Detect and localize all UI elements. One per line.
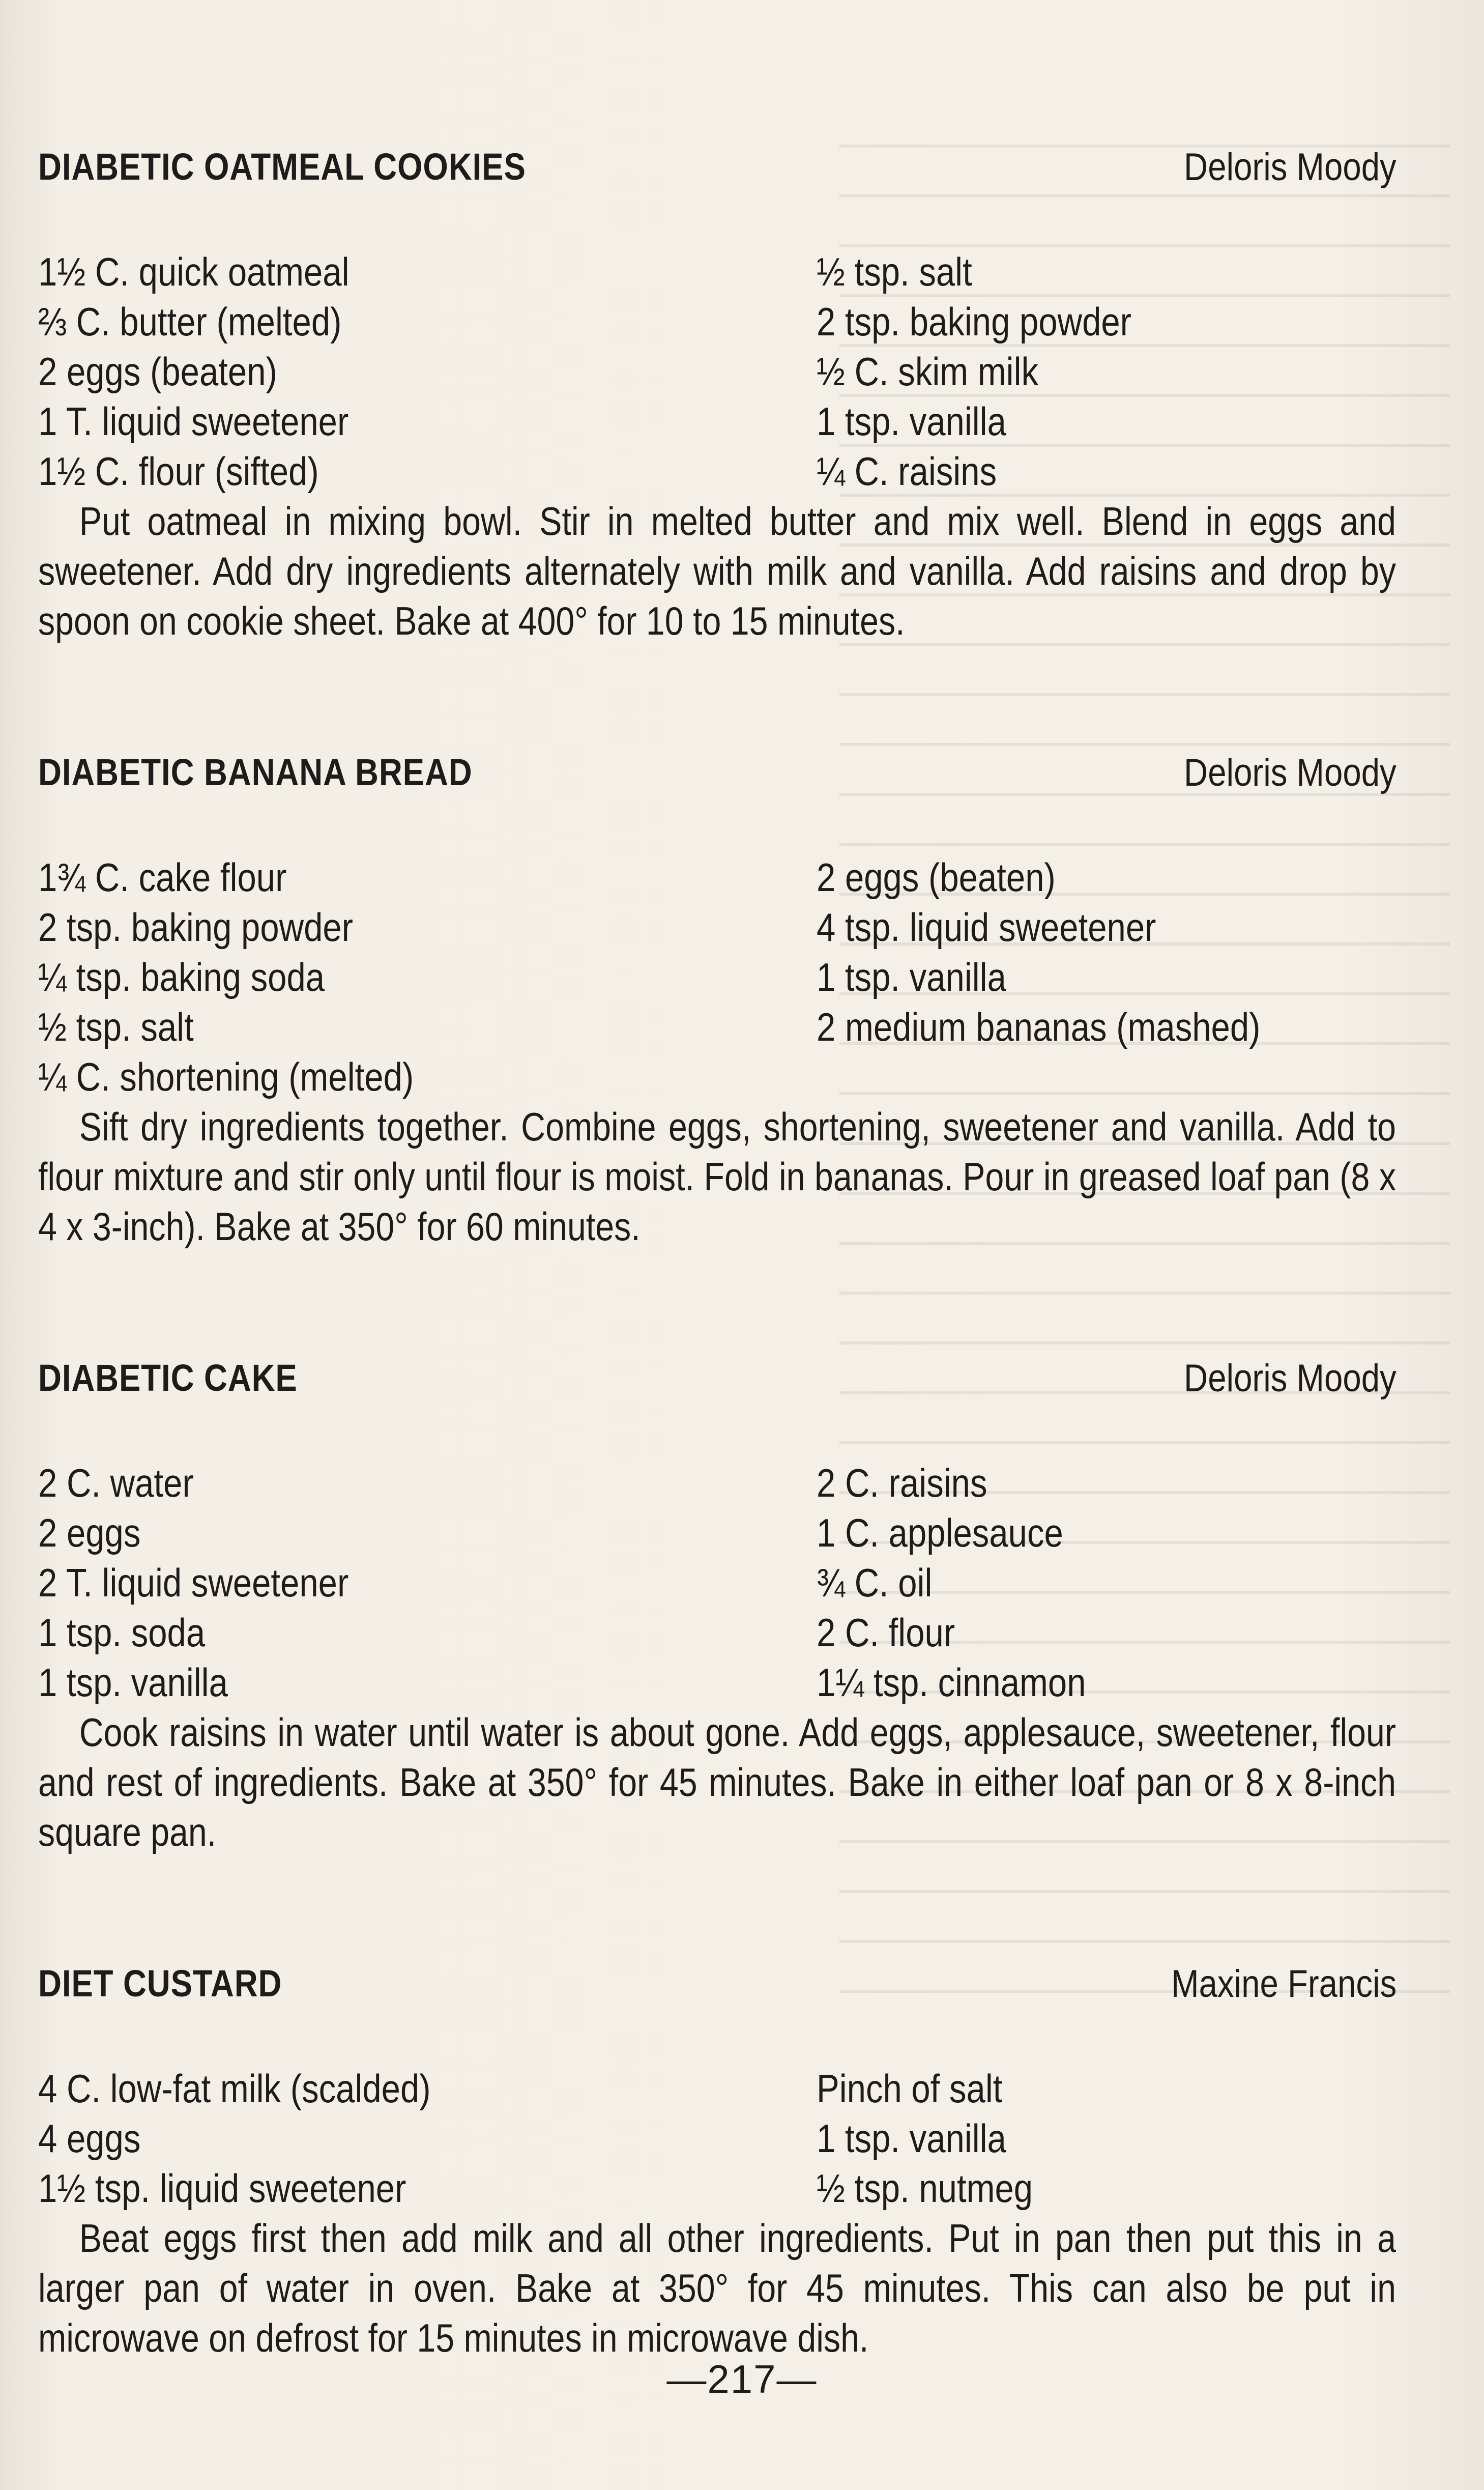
ingredient: ½ tsp. salt [38,1005,194,1049]
ingredient: 4 eggs [38,2116,141,2161]
recipe-title: DIET CUSTARD [38,1962,282,2005]
ingredient: 2 eggs (beaten) [38,349,277,394]
ingredient: 2 tsp. baking powder [817,299,1132,344]
recipe-title: DIABETIC OATMEAL COOKIES [38,146,526,188]
ingredient: 1 tsp. vanilla [817,955,1006,999]
ingredient: ½ tsp. nutmeg [817,2166,1033,2211]
recipe-banana-bread [38,751,1396,1249]
ingredients-left [38,1458,399,1707]
recipe-header [38,145,1396,201]
recipe-header [38,1962,1396,2018]
ingredient: 1 tsp. vanilla [38,1660,228,1705]
ingredient: 1½ C. quick oatmeal [38,249,350,294]
ingredient: 4 C. low-fat milk (scalded) [38,2066,431,2111]
ingredient: 1 tsp. soda [38,1610,206,1655]
ingredient: 2 C. water [38,1461,194,1505]
ingredients-right [817,247,1183,496]
recipe-author: Deloris Moody [1184,146,1396,189]
ingredient: 1¾ C. cake flour [38,855,287,900]
recipe-author: Deloris Moody [1184,1357,1396,1400]
ingredients-right [817,852,1333,1052]
recipe-oatmeal-cookies [38,145,1396,643]
ingredient: 1 tsp. vanilla [817,399,1006,444]
recipe-directions: Beat eggs first then add milk and all other ingredients. Put in pan then put this in a larger pan of water in oven. Bake at 350° for 45 minutes. This can also be put in microwave on defrost for 15 minutes in microwave dish. [38,2216,1396,2360]
ingredients-left [38,247,400,496]
page-number: —217— [666,2357,818,2401]
ingredient: 2 C. flour [817,1610,955,1655]
ingredient: 1 tsp. vanilla [817,2116,1006,2161]
ingredient: ¾ C. oil [817,1560,933,1605]
recipe-diabetic-cake [38,1356,1396,1854]
recipe-author: Deloris Moody [1184,751,1396,794]
ingredient: 2 T. liquid sweetener [38,1560,349,1605]
recipe-header [38,1356,1396,1412]
ingredient: 1¼ tsp. cinnamon [817,1660,1086,1705]
ingredient: 1 C. applesauce [817,1510,1063,1555]
ingredient: 2 eggs [38,1510,141,1555]
ingredient: ⅔ C. butter (melted) [38,299,342,344]
ingredient: 2 medium bananas (mashed) [817,1005,1261,1049]
ingredient: ¼ tsp. baking soda [38,955,325,999]
recipe-directions: Sift dry ingredients together. Combine eggs, shortening, sweetener and vanilla. Add to flour mixture and stir only until flour is moist. Fold in bananas. Pour in greased loaf pan (8 x 4 x 3-inch). Bake at 350° for 60 minutes. [38,1104,1396,1249]
ingredient: ¼ C. shortening (melted) [38,1054,414,1099]
recipe-directions: Cook raisins in water until water is about gone. Add eggs, applesauce, sweetener, flour and rest of ingredients. Bake at 350° for 45 minutes. Bake in either loaf pan or 8 x 8-inch square pan. [38,1710,1396,1854]
recipe-diet-custard [38,1962,1396,2360]
recipe-header [38,751,1396,807]
ingredients-left [38,2064,494,2213]
ingredient: 1½ C. flour (sifted) [38,449,319,494]
ingredient: 1 T. liquid sweetener [38,399,349,444]
ingredient: 2 tsp. baking powder [38,905,354,950]
ingredient: 2 C. raisins [817,1461,987,1505]
recipe-title: DIABETIC BANANA BREAD [38,751,473,793]
ingredients-right [817,2064,1068,2213]
ingredients-right [817,1458,1130,1707]
ingredient: 2 eggs (beaten) [817,855,1056,900]
recipe-title: DIABETIC CAKE [38,1357,298,1399]
ingredient: 4 tsp. liquid sweetener [817,905,1156,950]
ingredient: ½ tsp. salt [817,249,972,294]
ingredient: Pinch of salt [817,2066,1003,2111]
ingredient: ½ C. skim milk [817,349,1039,394]
ingredient: 1½ tsp. liquid sweetener [38,2166,406,2211]
ingredient: ¼ C. raisins [817,449,997,494]
recipe-author: Maxine Francis [1171,1962,1396,2006]
ingredients-left [38,852,475,1102]
recipe-directions: Put oatmeal in mixing bowl. Stir in melted butter and mix well. Blend in eggs and sweetener. Add dry ingredients alternately with milk and vanilla. Add raisins and drop by spoon on cookie sheet. Bake at 400° for 10 to 15 minutes. [38,499,1396,643]
